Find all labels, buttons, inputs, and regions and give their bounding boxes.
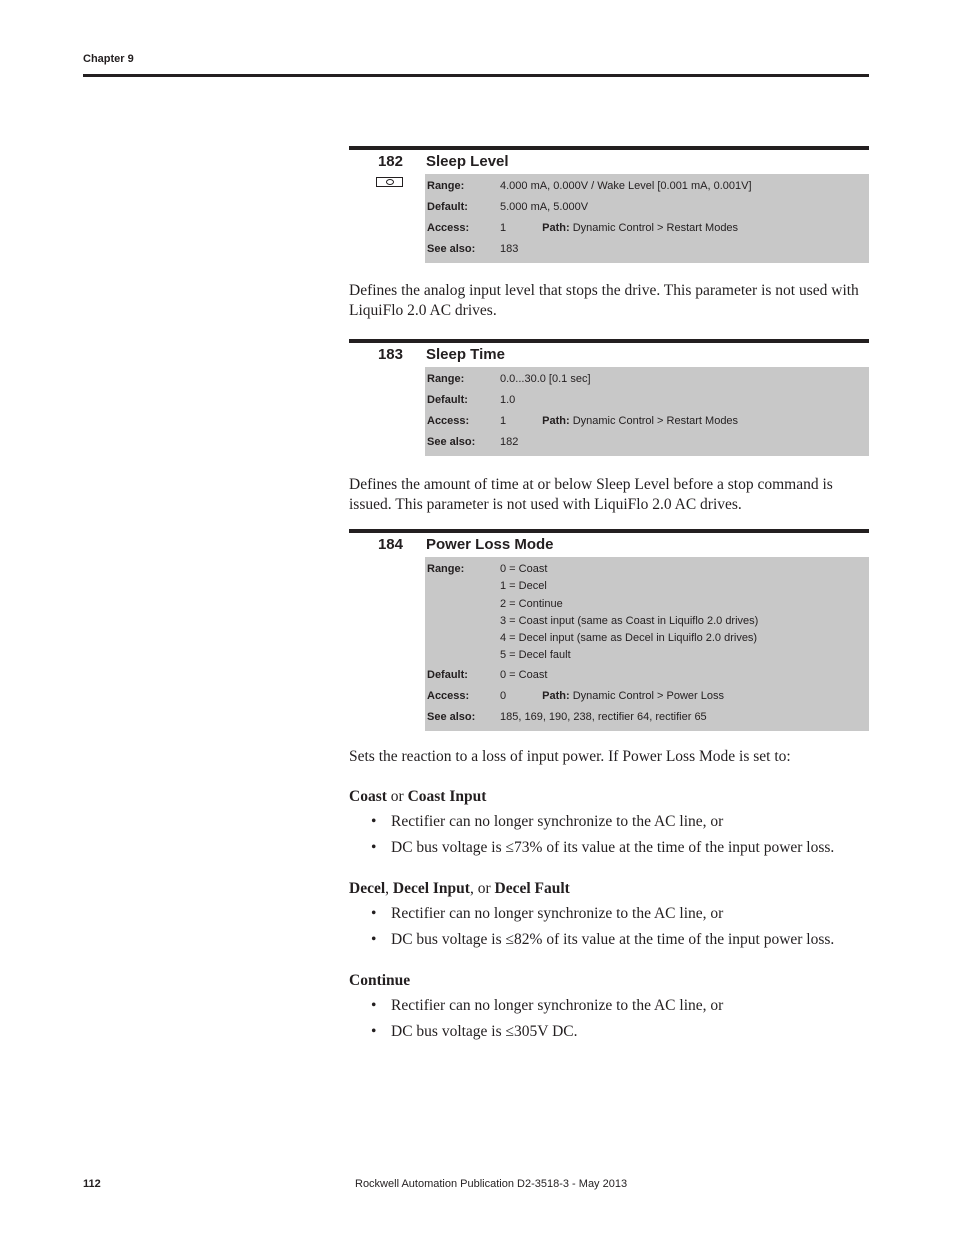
param-table [425,557,869,731]
param-name: Sleep Time [426,346,505,363]
path-value: Dynamic Control > Restart Modes [572,415,739,427]
list-item: • Rectifier can no longer synchronize to the AC line, or [371,813,724,830]
range-value [500,559,869,665]
page-number: 112 [83,1178,101,1190]
header-rule [83,74,869,77]
default-value: 1.0 [500,394,516,406]
see-also-label: See also: [427,710,476,723]
default-value: 5.000 mA, 5.000V [500,201,589,213]
param-table [425,174,869,263]
list-item: • DC bus voltage is ≤73% of its value at the time of the input power loss. [371,839,835,856]
range-option: 0 = Coast [500,563,548,575]
path-value: Dynamic Control > Power Loss [572,689,724,702]
see-also-label: See also: [427,436,476,448]
publication-info: Rockwell Automation Publication D2-3518-3 - May 2013 [355,1178,628,1190]
description-184: Sets the reaction to a loss of input power. If Power Loss Mode is set to: [349,748,791,765]
description-182: Defines the analog input level that stops the drive. This parameter is not used with LiquiFlo 2.0 AC drives. [349,282,859,319]
param-183 [349,339,869,456]
see-also-value: 183 [500,243,519,255]
param-table [425,367,869,456]
param-182 [349,146,869,263]
param-number: 183 [377,346,403,363]
range-option: 1 = Decel [500,580,547,593]
path-label: Path: [542,222,570,234]
chapter-label: Chapter 9 [83,53,134,65]
default-value: 0 = Coast [500,668,548,681]
access-label: Access: [427,415,470,427]
path-label: Path: [542,689,570,702]
access-value: 1 [500,222,507,234]
param-name: Sleep Level [426,153,509,170]
range-option: 5 = Decel fault [500,649,571,662]
see-also-value: 182 [500,436,519,448]
access-label: Access: [427,222,470,234]
range-option: 4 = Decel input (same as Decel in Liquiflo 2.0 drives) [500,632,758,645]
list-item: • DC bus voltage is ≤82% of its value at the time of the input power loss. [371,931,835,948]
mode-heading-coast: Coast or Coast Input [349,788,487,805]
default-label: Default: [427,668,468,681]
access-value: 1 [500,415,507,427]
param-number: 182 [377,153,403,170]
range-value: 4.000 mA, 0.000V / Wake Level [0.001 mA, 0.001V] [500,180,752,192]
param-184 [349,529,869,731]
list-item: • Rectifier can no longer synchronize to the AC line, or [371,905,724,922]
path-value: Dynamic Control > Restart Modes [572,222,739,234]
default-label: Default: [427,201,468,213]
mode-heading-decel: Decel, Decel Input, or Decel Fault [349,880,570,897]
range-label: Range: [427,563,465,575]
see-also-value: 185, 169, 190, 238, rectifier 64, rectifier 65 [500,710,707,723]
range-label: Range: [427,373,465,385]
list-item: • Rectifier can no longer synchronize to the AC line, or [371,997,724,1014]
range-value: 0.0...30.0 [0.1 sec] [500,373,591,385]
mode-heading-continue: Continue [349,972,411,989]
default-label: Default: [427,394,468,406]
description-183: Defines the amount of time at or below Sleep Level before a stop command is issued. This parameter is not used with LiquiFlo 2.0 AC drives. [349,476,833,513]
analog-input-icon [376,177,403,187]
range-option: 2 = Continue [500,597,563,610]
param-number: 184 [377,536,403,553]
range-label: Range: [427,180,465,192]
param-name: Power Loss Mode [426,536,554,553]
path-label: Path: [542,415,570,427]
access-label: Access: [427,689,470,702]
access-value: 0 [500,689,507,702]
list-item: • DC bus voltage is ≤305V DC. [371,1023,578,1040]
range-option: 3 = Coast input (same as Coast in Liquiflo 2.0 drives) [500,614,759,627]
see-also-label: See also: [427,243,476,255]
